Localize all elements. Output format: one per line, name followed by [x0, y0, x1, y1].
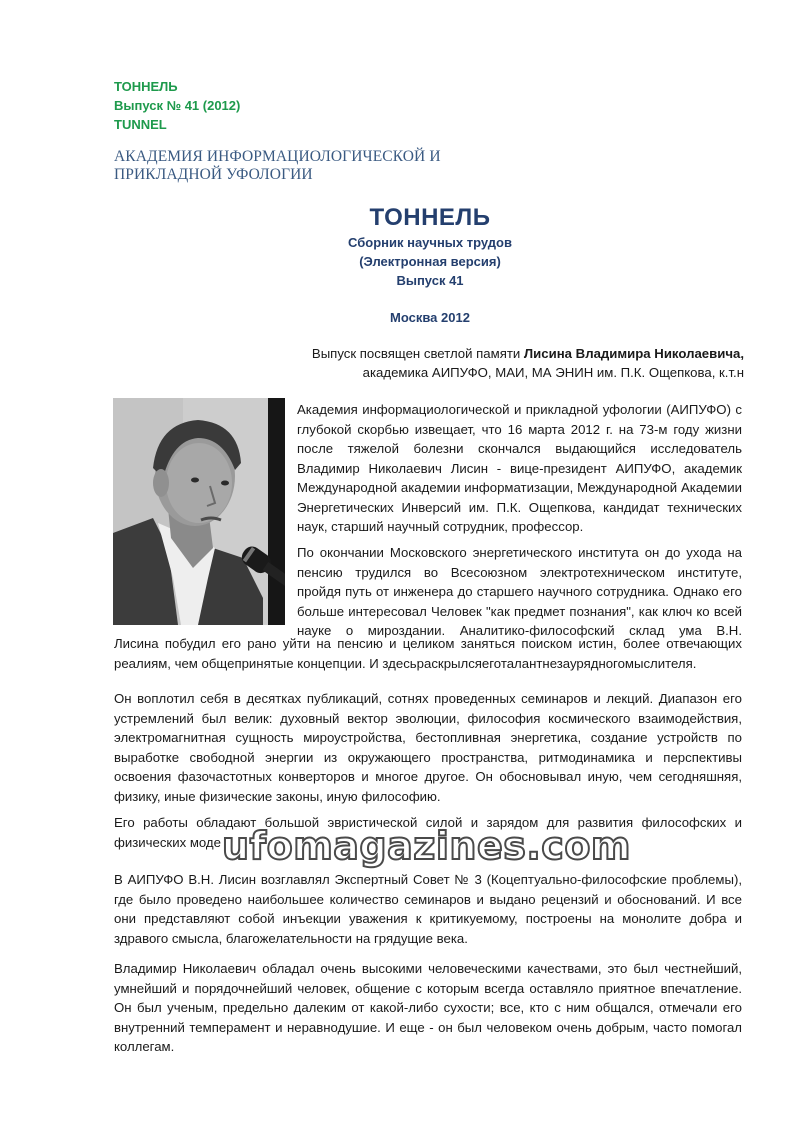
edition-subtitle: (Электронная версия)	[359, 254, 501, 269]
academy-name-line-1: АКАДЕМИЯ ИНФОРМАЦИОЛОГИЧЕСКОЙ И	[114, 148, 441, 165]
article-paragraph-3: Он воплотил себя в десятках публикаций, сотнях проведенных семинаров и лекций. Диапазон его устремлений был велик: духовный вектор эволюции, философия космического взаимодействия, электромагнитная сущность мироустройства, бестопливная энергетика, создание устройств по выработке свободной энергии из окружающего пространства, ритмодинамика и перспективы освоения фазочастотных конверторов и многое другое. Он обосновывал иную, чем сегодняшняя, физику, иные физические законы, иную философию.	[114, 691, 742, 804]
academy-name-line-2: ПРИКЛАДНОЙ УФОЛОГИИ	[114, 166, 313, 183]
dedication-line-2: академика АИПУФО, МАИ, МА ЭНИН им. П.К. Ощепкова, к.т.н	[362, 365, 744, 380]
portrait-photo	[113, 398, 285, 625]
article-paragraph-6: Владимир Николаевич обладал очень высокими человеческими качествами, это был честнейший, умнейший и порядочнейший человек, общение с которым всегда оставляло приятное впечатление. Он был ученым, предельно далеким от какой-либо сухости; все, кто с ним общался, отмечали его внутренний темперамент и неравнодушие. И еще - он был человеком очень добрым, часто помогал коллегам.	[114, 961, 742, 1054]
masthead-latin-title: TUNNEL	[114, 117, 167, 132]
title-block	[250, 203, 610, 327]
page-title: ТОННЕЛЬ	[369, 204, 491, 231]
academy-name	[114, 148, 441, 184]
article-paragraph-1: Академия информациологической и прикладной уфологии (АИПУФО) с глубокой скорбью извещает, что 16 марта 2012 г. на 73-м году жизни после тяжелой болезни скончался выдающийся исследователь Владимир Николаевич Лисин - вице-президент АИПУФО, академик Международной академии информатизации, Международной Академии Энергетических Инверсий им. П.К. Ощепкова, кандидат технических наук, старший научный сотрудник, профессор.	[297, 402, 742, 534]
masthead-title: ТОННЕЛЬ	[114, 79, 178, 94]
dedication-line-1	[312, 344, 744, 363]
collection-subtitle: Сборник научных трудов	[348, 235, 512, 250]
dedication	[312, 344, 744, 382]
city-year: Москва 2012	[390, 310, 470, 325]
article-paragraph-5: В АИПУФО В.Н. Лисин возглавлял Экспертный Совет № 3 (Коцептуально-философские проблемы), где было проведено наибольшее количество семинаров и выдано рецензий и обоснований. И все они представляют собой инъекции уважения к критикуемому, построены на монолите добра и здравого смысла, благожелательности на грядущие века.	[114, 872, 742, 946]
article-paragraph-2-continued: Лисина побудил его рано уйти на пенсию и целиком заняться поиском истин, более отвечающих реалиям, чем общепринятые концепции. И здесьраскрылсяеготалантнезаурядногомыслителя.	[114, 636, 742, 671]
article-paragraph-2-wrapped: По окончании Московского энергетического института он до ухода на пенсию трудился во Всесоюзном электротехническом институте, пройдя путь от инженера до старшего научного сотрудника. Однако его больше интересовал Человек "как предмет познания", как ключ ко всей науке о мироздании. Аналитико-философский склад ума В.Н.	[297, 545, 742, 638]
issue-number: Выпуск 41	[396, 273, 464, 288]
watermark: ufomagazines.com	[222, 824, 632, 868]
dedication-person-name: Лисина Владимира Николаевича,	[523, 346, 744, 361]
masthead-issue: Выпуск № 41 (2012)	[114, 98, 241, 113]
article-paragraph-4-line-2: физических моде	[114, 834, 221, 850]
masthead	[114, 77, 240, 134]
dedication-prefix: Выпуск посвящен светлой памяти	[311, 346, 524, 361]
portrait-image	[113, 398, 285, 625]
article-paragraph-4-line-1: Его работы обладают большой эвристической силой и зарядом для развития философских и	[114, 815, 742, 830]
